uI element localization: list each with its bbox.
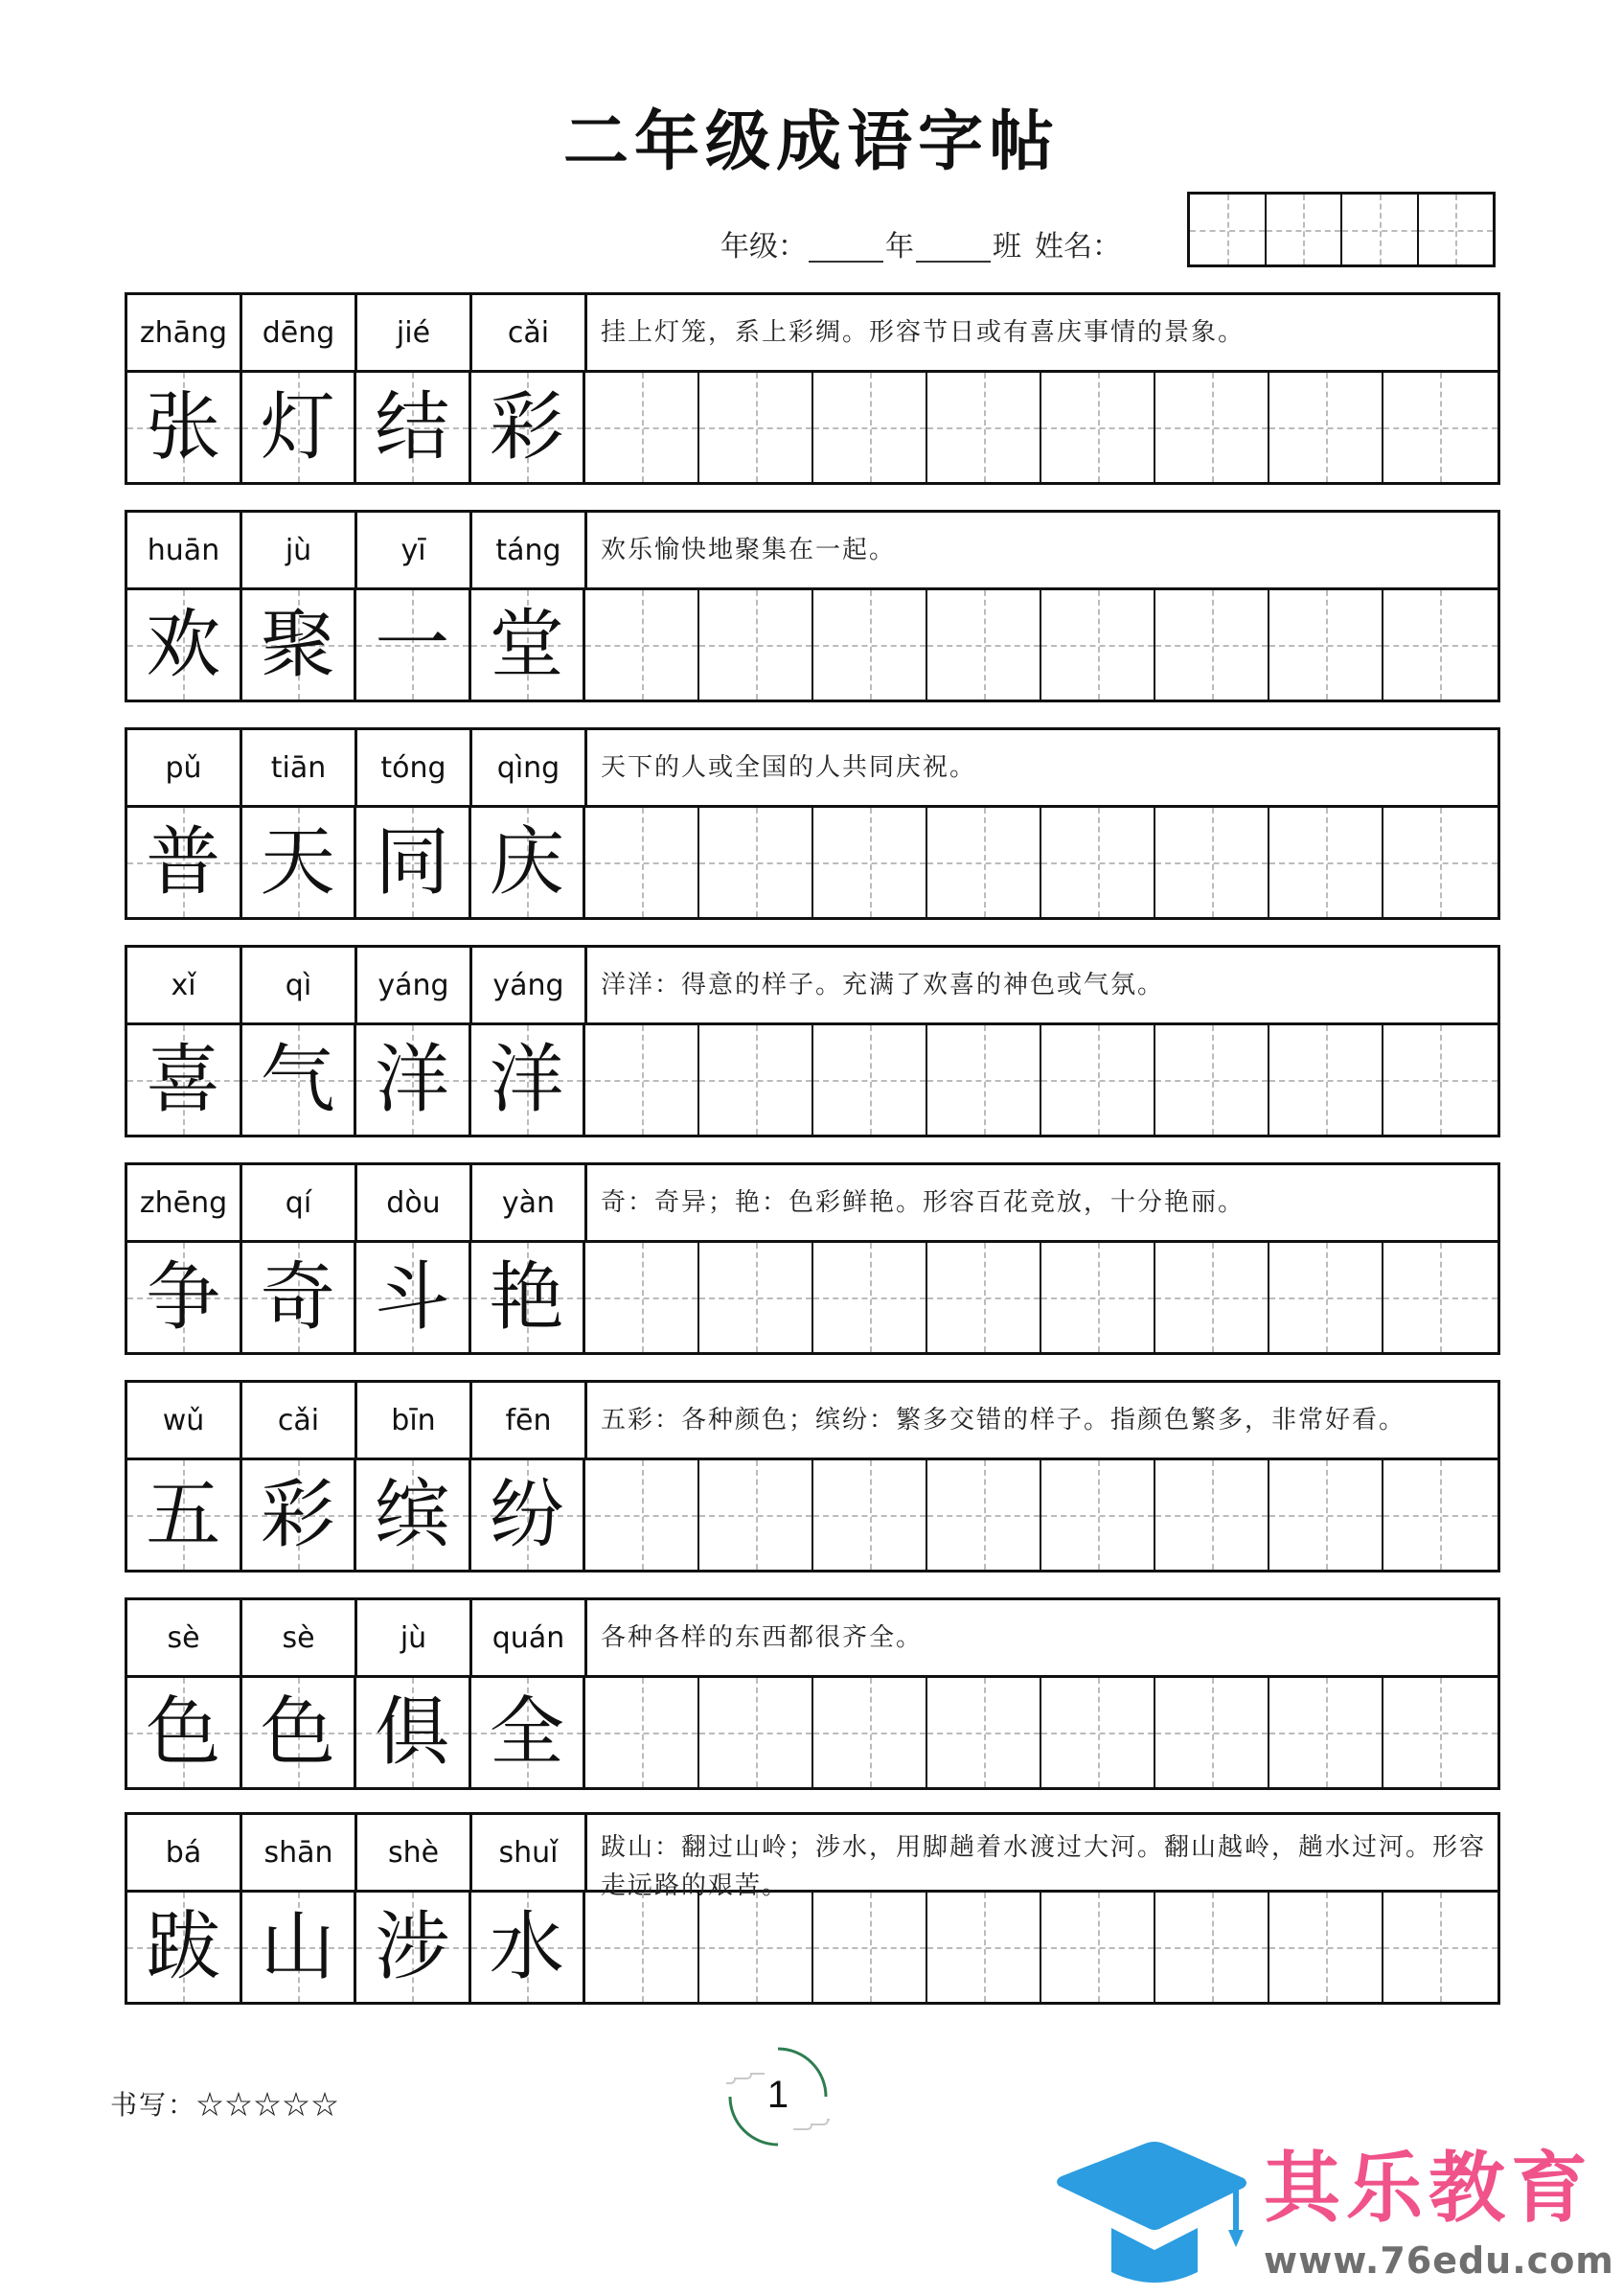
- pinyin-cell: huān: [127, 513, 242, 587]
- practice-cell[interactable]: [1269, 590, 1383, 700]
- practice-cell[interactable]: [1383, 1893, 1497, 2002]
- model-character-cell: [242, 1025, 357, 1135]
- model-character: 洋: [489, 1037, 564, 1123]
- model-character-cell: [127, 1243, 242, 1352]
- practice-cell[interactable]: [699, 590, 813, 700]
- practice-cell[interactable]: [1041, 808, 1155, 917]
- pinyin-row: [127, 948, 1497, 1025]
- pinyin-cell: táng: [472, 513, 587, 587]
- practice-cell[interactable]: [1041, 1893, 1155, 2002]
- pinyin-cell: jù: [242, 513, 357, 587]
- grade-class-blank[interactable]: [916, 232, 991, 263]
- rating-label: 书写：: [110, 2089, 197, 2121]
- name-cell[interactable]: [1267, 195, 1343, 264]
- pinyin-row: [127, 1815, 1497, 1900]
- character-row: [127, 590, 1497, 700]
- model-character: 彩: [260, 1472, 335, 1558]
- model-character-cell: [471, 1678, 586, 1787]
- pinyin-cell: bá: [127, 1815, 242, 1890]
- practice-cell[interactable]: [927, 1678, 1041, 1787]
- idiom-block: [125, 1380, 1500, 1573]
- practice-cell[interactable]: [1041, 1678, 1155, 1787]
- idiom-definition: 五彩：各种颜色；缤纷：繁多交错的样子。指颜色繁多，非常好看。: [601, 1406, 1406, 1435]
- page-number-badge: [726, 2045, 830, 2148]
- pinyin-row: [127, 1600, 1497, 1678]
- page-title: 二年级成语字帖: [562, 103, 1060, 180]
- name-writing-grid[interactable]: [1187, 192, 1496, 267]
- pinyin-cell: yàn: [472, 1165, 587, 1240]
- model-character: 彩: [489, 384, 564, 471]
- pinyin-cell: jù: [357, 1600, 472, 1675]
- model-character-cell: [356, 590, 471, 700]
- idiom-block: [125, 292, 1500, 485]
- model-character-cell: [356, 1678, 471, 1787]
- practice-cell[interactable]: [1269, 373, 1383, 482]
- practice-cell[interactable]: [585, 1678, 699, 1787]
- model-character-cell: [356, 1025, 471, 1135]
- pinyin-cell: zhāng: [127, 295, 242, 370]
- practice-cell[interactable]: [927, 1025, 1041, 1135]
- brand-logo[interactable]: [1054, 2140, 1614, 2284]
- model-character-cell: [242, 590, 357, 700]
- pinyin-cell: quán: [472, 1600, 587, 1675]
- model-character-cell: [242, 1678, 357, 1787]
- model-character-cell: [471, 590, 586, 700]
- practice-cell[interactable]: [699, 1243, 813, 1352]
- practice-cell[interactable]: [699, 808, 813, 917]
- practice-cell[interactable]: [1155, 1678, 1269, 1787]
- practice-cell[interactable]: [1383, 590, 1497, 700]
- model-character: 争: [146, 1254, 221, 1341]
- rating-stars[interactable]: ☆☆☆☆☆: [196, 2089, 341, 2121]
- practice-cell[interactable]: [1041, 1460, 1155, 1570]
- model-character: 庆: [489, 819, 564, 906]
- idiom-block: [125, 1812, 1500, 2005]
- idiom-definition: 各种各样的东西都很齐全。: [601, 1623, 924, 1652]
- model-character: 涉: [375, 1904, 450, 1990]
- model-character: 气: [260, 1037, 335, 1123]
- model-character: 纷: [489, 1472, 564, 1558]
- model-character-cell: [471, 1025, 586, 1135]
- character-row: [127, 808, 1497, 917]
- pinyin-row: [127, 1383, 1497, 1460]
- character-row: [127, 373, 1497, 482]
- idiom-definition: 天下的人或全国的人共同庆祝。: [601, 753, 977, 782]
- model-character: 欢: [146, 602, 221, 688]
- model-character: 奇: [260, 1254, 335, 1341]
- pinyin-cell: xǐ: [127, 948, 242, 1022]
- pinyin-cell: tóng: [357, 730, 472, 805]
- practice-cell[interactable]: [1041, 373, 1155, 482]
- model-character: 色: [146, 1689, 221, 1776]
- practice-cell[interactable]: [813, 808, 927, 917]
- idiom-definition: 跋山：翻过山岭；涉水，用脚趟着水渡过大河。翻山越岭，趟水过河。形容走远路的艰苦。: [601, 1833, 1487, 1900]
- character-row: [127, 1893, 1497, 2002]
- practice-cell[interactable]: [1155, 1460, 1269, 1570]
- pinyin-cell: yáng: [357, 948, 472, 1022]
- model-character-cell: [242, 1460, 357, 1570]
- model-character: 堂: [489, 602, 564, 688]
- pinyin-cell: dòu: [357, 1165, 472, 1240]
- practice-cell[interactable]: [699, 1460, 813, 1570]
- idiom-block: [125, 727, 1500, 920]
- idiom-block: [125, 945, 1500, 1137]
- practice-cell[interactable]: [699, 1678, 813, 1787]
- pinyin-cell: sè: [242, 1600, 357, 1675]
- practice-cell[interactable]: [813, 1893, 927, 2002]
- brand-name: 其乐教育: [1264, 2144, 1593, 2233]
- model-character: 俱: [375, 1689, 450, 1776]
- practice-cell[interactable]: [585, 590, 699, 700]
- pinyin-cell: dēng: [242, 295, 357, 370]
- model-character: 洋: [375, 1037, 450, 1123]
- idiom-block: [125, 510, 1500, 702]
- pinyin-cell: jié: [357, 295, 472, 370]
- practice-cell[interactable]: [585, 1460, 699, 1570]
- model-character-cell: [127, 1678, 242, 1787]
- pinyin-row: [127, 1165, 1497, 1243]
- practice-cell[interactable]: [927, 590, 1041, 700]
- practice-cell[interactable]: [1383, 808, 1497, 917]
- pinyin-cell: pǔ: [127, 730, 242, 805]
- pinyin-cell: qìng: [472, 730, 587, 805]
- idiom-definition: 欢乐愉快地聚集在一起。: [601, 536, 897, 564]
- practice-cell[interactable]: [1155, 808, 1269, 917]
- model-character: 缤: [375, 1472, 450, 1558]
- model-character-cell: [471, 1460, 586, 1570]
- practice-cell[interactable]: [927, 1893, 1041, 2002]
- pinyin-cell: sè: [127, 1600, 242, 1675]
- pinyin-cell: wǔ: [127, 1383, 242, 1458]
- practice-cell[interactable]: [927, 1460, 1041, 1570]
- model-character: 同: [375, 819, 450, 906]
- practice-cell[interactable]: [1269, 1678, 1383, 1787]
- class-suffix: 班: [993, 230, 1021, 264]
- practice-cell[interactable]: [1155, 1025, 1269, 1135]
- practice-cell[interactable]: [813, 1460, 927, 1570]
- grade-label: 年级：: [720, 230, 807, 264]
- pinyin-row: [127, 295, 1497, 373]
- model-character-cell: [127, 808, 242, 917]
- model-character: 普: [146, 819, 221, 906]
- pinyin-cell: shuǐ: [472, 1815, 587, 1890]
- character-row: [127, 1678, 1497, 1787]
- practice-cell[interactable]: [585, 808, 699, 917]
- year-suffix: 年: [885, 230, 914, 264]
- practice-cell[interactable]: [813, 1243, 927, 1352]
- practice-cell[interactable]: [1383, 1243, 1497, 1352]
- practice-cell[interactable]: [927, 1243, 1041, 1352]
- practice-cell[interactable]: [585, 373, 699, 482]
- practice-cell[interactable]: [1269, 808, 1383, 917]
- model-character-cell: [356, 1893, 471, 2002]
- practice-cell[interactable]: [699, 1025, 813, 1135]
- model-character: 色: [260, 1689, 335, 1776]
- model-character-cell: [356, 808, 471, 917]
- pinyin-cell: shān: [242, 1815, 357, 1890]
- student-info-row: [720, 226, 1121, 268]
- model-character: 山: [260, 1904, 335, 1990]
- practice-cell[interactable]: [1269, 1243, 1383, 1352]
- practice-cell[interactable]: [1269, 1460, 1383, 1570]
- pinyin-cell: cǎi: [472, 295, 587, 370]
- pinyin-cell: bīn: [357, 1383, 472, 1458]
- model-character: 聚: [260, 602, 335, 688]
- model-character: 天: [260, 819, 335, 906]
- grade-year-blank[interactable]: [809, 232, 883, 263]
- model-character: 灯: [260, 384, 335, 471]
- practice-cell[interactable]: [699, 373, 813, 482]
- practice-cell[interactable]: [1155, 1243, 1269, 1352]
- model-character-cell: [127, 373, 242, 482]
- practice-cell[interactable]: [1155, 373, 1269, 482]
- idiom-definition: 挂上灯笼，系上彩绸。形容节日或有喜庆事情的景象。: [601, 318, 1246, 347]
- model-character-cell: [127, 590, 242, 700]
- pinyin-cell: yī: [357, 513, 472, 587]
- model-character: 斗: [375, 1254, 450, 1341]
- pinyin-cell: fēn: [472, 1383, 587, 1458]
- brand-url[interactable]: www.76edu.com: [1264, 2239, 1614, 2282]
- model-character-cell: [242, 808, 357, 917]
- model-character: 结: [375, 384, 450, 471]
- model-character-cell: [127, 1460, 242, 1570]
- practice-cell[interactable]: [813, 590, 927, 700]
- pinyin-cell: zhēng: [127, 1165, 242, 1240]
- model-character: 水: [489, 1904, 564, 1990]
- model-character: 五: [146, 1472, 221, 1558]
- practice-cell[interactable]: [1155, 1893, 1269, 2002]
- model-character-cell: [471, 1243, 586, 1352]
- pinyin-cell: qí: [242, 1165, 357, 1240]
- practice-cell[interactable]: [1041, 1243, 1155, 1352]
- practice-cell[interactable]: [1155, 590, 1269, 700]
- model-character: 艳: [489, 1254, 564, 1341]
- practice-cell[interactable]: [813, 373, 927, 482]
- pinyin-cell: cǎi: [242, 1383, 357, 1458]
- writing-rating: [110, 2084, 340, 2123]
- pinyin-cell: yáng: [472, 948, 587, 1022]
- practice-cell[interactable]: [699, 1893, 813, 2002]
- model-character-cell: [471, 808, 586, 917]
- name-cell[interactable]: [1342, 195, 1419, 264]
- model-character: 全: [489, 1689, 564, 1776]
- model-character-cell: [471, 373, 586, 482]
- pinyin-cell: tiān: [242, 730, 357, 805]
- practice-cell[interactable]: [585, 1025, 699, 1135]
- page-number: 1: [766, 2074, 789, 2116]
- name-cell[interactable]: [1190, 195, 1267, 264]
- model-character-cell: [242, 373, 357, 482]
- practice-cell[interactable]: [585, 1893, 699, 2002]
- idiom-definition: 奇：奇异；艳：色彩鲜艳。形容百花竞放，十分艳丽。: [601, 1188, 1246, 1217]
- character-row: [127, 1460, 1497, 1570]
- idiom-block: [125, 1597, 1500, 1790]
- practice-cell[interactable]: [1383, 1460, 1497, 1570]
- model-character: 张: [146, 384, 221, 471]
- practice-cell[interactable]: [1383, 373, 1497, 482]
- model-character-cell: [242, 1243, 357, 1352]
- model-character-cell: [127, 1893, 242, 2002]
- practice-cell[interactable]: [927, 808, 1041, 917]
- model-character-cell: [356, 373, 471, 482]
- pinyin-row: [127, 730, 1497, 808]
- practice-cell[interactable]: [585, 1243, 699, 1352]
- name-label: 姓名：: [1035, 230, 1121, 264]
- practice-cell[interactable]: [1269, 1025, 1383, 1135]
- pinyin-row: [127, 513, 1497, 590]
- practice-cell[interactable]: [813, 1025, 927, 1135]
- practice-cell[interactable]: [1041, 1025, 1155, 1135]
- model-character-cell: [242, 1893, 357, 2002]
- model-character: 跋: [146, 1904, 221, 1990]
- idiom-definition: 洋洋：得意的样子。充满了欢喜的神色或气氛。: [601, 971, 1165, 999]
- model-character: 一: [375, 602, 450, 688]
- model-character-cell: [356, 1460, 471, 1570]
- graduation-cap-icon: [1054, 2140, 1255, 2284]
- model-character-cell: [471, 1893, 586, 2002]
- model-character: 喜: [146, 1037, 221, 1123]
- idiom-block: [125, 1162, 1500, 1355]
- practice-cell[interactable]: [1041, 590, 1155, 700]
- pinyin-cell: shè: [357, 1815, 472, 1890]
- character-row: [127, 1025, 1497, 1135]
- practice-cell[interactable]: [927, 373, 1041, 482]
- model-character-cell: [127, 1025, 242, 1135]
- practice-cell[interactable]: [1269, 1893, 1383, 2002]
- practice-cell[interactable]: [1383, 1678, 1497, 1787]
- practice-cell[interactable]: [813, 1678, 927, 1787]
- name-cell[interactable]: [1419, 195, 1494, 264]
- practice-cell[interactable]: [1383, 1025, 1497, 1135]
- pinyin-cell: qì: [242, 948, 357, 1022]
- character-row: [127, 1243, 1497, 1352]
- model-character-cell: [356, 1243, 471, 1352]
